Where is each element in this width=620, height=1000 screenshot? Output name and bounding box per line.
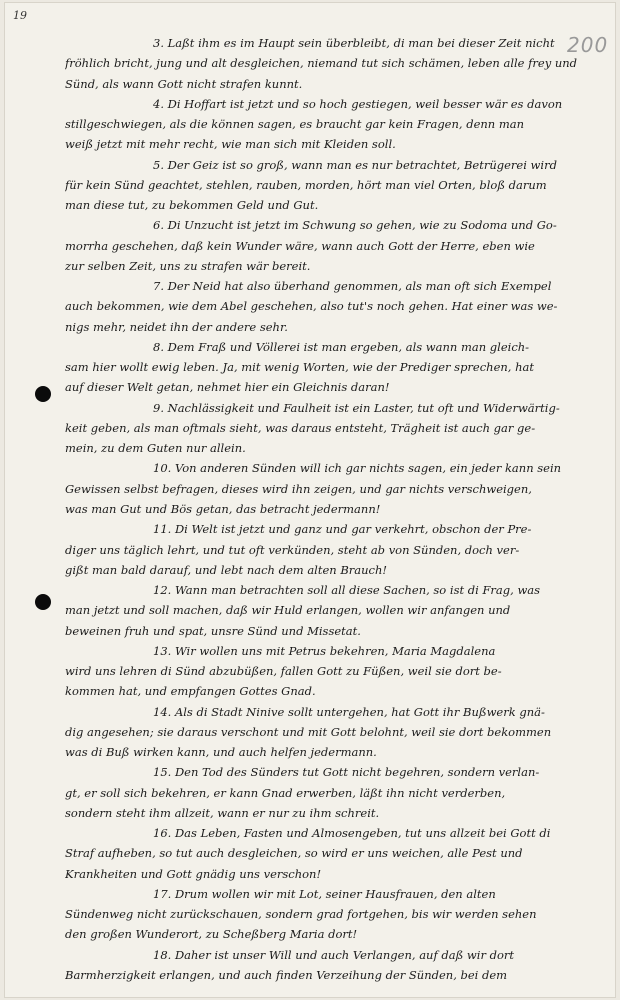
text-line: Sünd, als wann Gott nicht strafen kunnt. [65,77,303,91]
text-line: beweinen fruh und spat, unsre Sünd und Missetat. [65,624,361,638]
text-line: sondern steht ihm allzeit, wann er nur zu ihm schreit. [65,806,380,820]
text-line: dig angesehen; sie daraus verschont und mit Gott belohnt, weil sie dort bekommen [65,725,552,739]
text-line: weiß jetzt mit mehr recht, wie man sich mit Kleiden soll. [65,137,396,151]
text-line: auf dieser Welt getan, nehmet hier ein Gleichnis daran! [65,380,390,394]
text-line: Barmherzigkeit erlangen, und auch finden Verzeihung der Sünden, bei dem [65,968,508,982]
text-line: man diese tut, zu bekommen Geld und Gut. [65,198,319,212]
text-line: 16. Das Leben, Fasten und Almosengeben, tut uns allzeit bei Gott di [153,826,551,840]
text-line: 6. Di Unzucht ist jetzt im Schwung so gehen, wie zu Sodoma und Go- [153,218,557,232]
text-line: 9. Nachlässigkeit und Faulheit ist ein Laster, tut oft und Widerwärtig- [153,401,560,415]
text-line: keit geben, als man oftmals sieht, was daraus entsteht, Trägheit ist auch gar ge- [65,421,536,435]
text-line: 10. Von anderen Sünden will ich gar nichts sagen, ein jeder kann sein [153,461,562,475]
text-line: 13. Wir wollen uns mit Petrus bekehren, Maria Magdalena [153,644,496,658]
archive-number: 200 [567,33,609,57]
punch-hole-lower [35,594,51,610]
text-line: kommen hat, und empfangen Gottes Gnad. [65,684,316,698]
text-line: 18. Daher ist unser Will und auch Verlangen, auf daß wir dort [153,948,515,962]
text-line: sam hier wollt ewig leben. Ja, mit wenig Worten, wie der Prediger sprechen, hat [65,360,534,374]
text-line: mein, zu dem Guten nur allein. [65,441,246,455]
text-line: morrha geschehen, daß kein Wunder wäre, wann auch Gott der Herre, eben wie [65,239,535,253]
text-line: wird uns lehren di Sünd abzubüßen, fallen Gott zu Füßen, weil sie dort be- [65,664,502,678]
text-line: was di Buß wirken kann, und auch helfen jedermann. [65,745,377,759]
text-line: 7. Der Neid hat also überhand genommen, als man oft sich Exempel [153,279,552,293]
punch-hole-upper [35,386,51,402]
text-line: 8. Dem Fraß und Völlerei ist man ergeben, als wann man gleich- [153,340,530,354]
text-line: 12. Wann man betrachten soll all diese Sachen, so ist di Frag, was [153,583,541,597]
text-line: 14. Als di Stadt Ninive sollt untergehen, hat Gott ihr Bußwerk gnä- [153,705,545,719]
text-line: 11. Di Welt ist jetzt und ganz und gar verkehrt, obschon der Pre- [153,522,532,536]
text-line: 17. Drum wollen wir mit Lot, seiner Hausfrauen, den alten [153,887,496,901]
text-line: Sündenweg nicht zurückschauen, sondern grad fortgehen, bis wir werden sehen [65,907,537,921]
text-line: 3. Laßt ihm es im Haupt sein überbleibt, di man bei dieser Zeit nicht [153,36,555,50]
text-line: gißt man bald darauf, und lebt nach dem alten Brauch! [65,563,388,577]
text-line: was man Gut und Bös getan, das betracht jedermann! [65,502,381,516]
text-line: Krankheiten und Gott gnädig uns verschon! [65,867,322,881]
text-line: gt, er soll sich bekehren, er kann Gnad erwerben, läßt ihn nicht verderben, [65,786,506,800]
text-line: für kein Sünd geachtet, stehlen, rauben, morden, hört man viel Orten, bloß darum [65,178,547,192]
text-line: Gewissen selbst befragen, dieses wird ihn zeigen, und gar nichts verschweigen, [65,482,532,496]
text-line: diger uns täglich lehrt, und tut oft verkünden, steht ab von Sünden, doch ver- [65,543,520,557]
page-number: 19 [13,9,27,22]
text-line: 15. Den Tod des Sünders tut Gott nicht begehren, sondern verlan- [153,765,540,779]
text-line: fröhlich bricht, jung und alt desgleichen, niemand tut sich schämen, leben alle frey und [65,56,578,70]
text-line: auch bekommen, wie dem Abel geschehen, also tut's noch gehen. Hat einer was we- [65,299,558,313]
text-line: stillgeschwiegen, als die können sagen, es braucht gar kein Fragen, denn man [65,117,525,131]
text-line: den großen Wunderort, zu Scheßberg Maria dort! [65,927,358,941]
text-line: nigs mehr, neidet ihn der andere sehr. [65,320,288,334]
text-line: 5. Der Geiz ist so groß, wann man es nur betrachtet, Betrügerei wird [153,158,557,172]
handwritten-page [4,2,616,998]
text-line: 4. Di Hoffart ist jetzt und so hoch gestiegen, weil besser wär es davon [153,97,563,111]
text-line: Straf aufheben, so tut auch desgleichen, so wird er uns weichen, alle Pest und [65,846,523,860]
text-line: man jetzt und soll machen, daß wir Huld erlangen, wollen wir anfangen und [65,603,511,617]
text-line: zur selben Zeit, uns zu strafen wär bereit. [65,259,311,273]
